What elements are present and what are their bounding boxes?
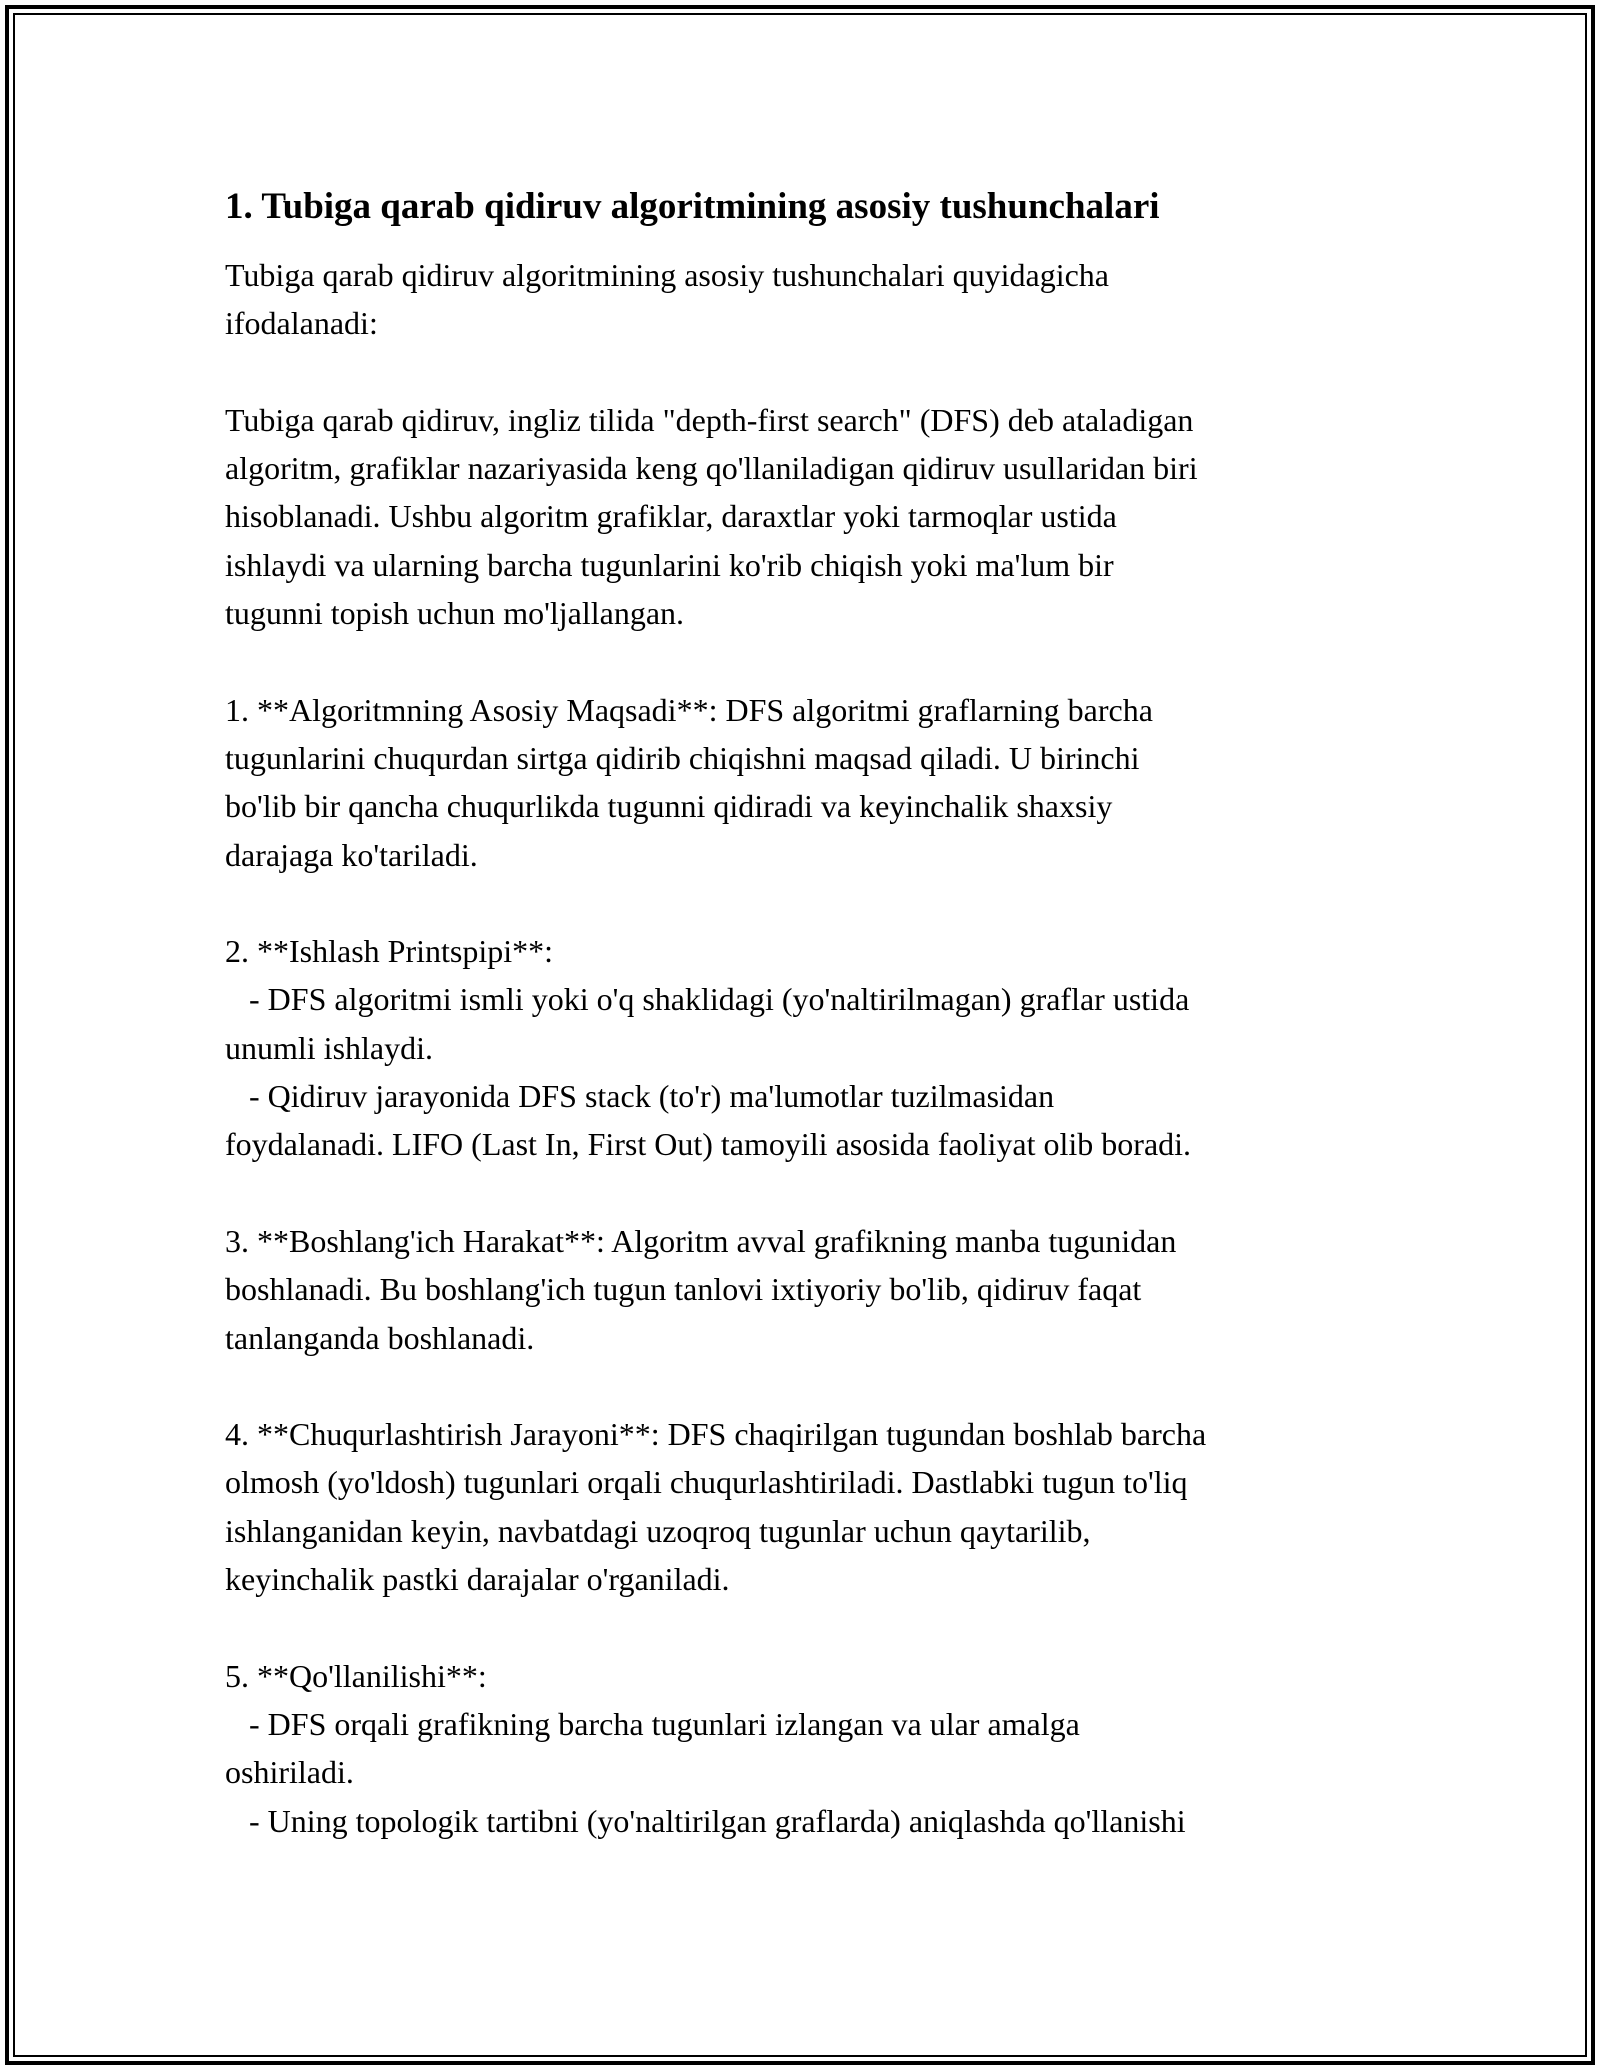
- text-lines: [225, 251, 1385, 1845]
- text-line: 3. **Boshlang'ich Harakat**: Algoritm avval grafikning manba tugunidan: [225, 1222, 1177, 1259]
- text-line: tanlanganda boshlanadi.: [225, 1319, 535, 1356]
- text-line: ishlaydi va ularning barcha tugunlarini ko'rib chiqish yoki ma'lum bir: [225, 546, 1114, 583]
- text-line: 5. **Qo'llanilishi**:: [225, 1657, 487, 1694]
- text-line: - DFS orqali grafikning barcha tugunlari izlangan va ular amalga: [225, 1705, 1080, 1742]
- text-line: oshiriladi.: [225, 1754, 354, 1791]
- document-body: [225, 183, 1385, 1845]
- text-line: tugunni topish uchun mo'ljallangan.: [225, 595, 685, 632]
- text-line: bo'lib bir qancha chuqurlikda tugunni qidiradi va keyinchalik shaxsiy: [225, 788, 1113, 825]
- blank-line: [225, 879, 1385, 927]
- text-line: 4. **Chuqurlashtirish Jarayoni**: DFS chaqirilgan tugundan boshlab barcha: [225, 1416, 1207, 1453]
- text-line: - Uning topologik tartibni (yo'naltirilgan graflarda) aniqlashda qo'llanishi: [225, 1802, 1186, 1839]
- text-line: 2. **Ishlash Printspipi**:: [225, 933, 554, 970]
- text-line: ishlanganidan keyin, navbatdagi uzoqroq tugunlar uchun qaytarilib,: [225, 1512, 1091, 1549]
- text-line: 1. **Algoritmning Asosiy Maqsadi**: DFS algoritmi graflarning barcha: [225, 691, 1153, 728]
- text-line: - Qidiruv jarayonida DFS stack (to'r) ma'lumotlar tuzilmasidan: [225, 1078, 1055, 1115]
- text-line: - DFS algoritmi ismli yoki o'q shaklidagi (yo'naltirilmagan) graflar ustida: [225, 981, 1190, 1018]
- text-line: foydalanadi. LIFO (Last In, First Out) tamoyili asosida faoliyat olib boradi.: [225, 1126, 1192, 1163]
- blank-line: [225, 1603, 1385, 1651]
- blank-line: [225, 1169, 1385, 1217]
- text-line: hisoblanadi. Ushbu algoritm grafiklar, daraxtlar yoki tarmoqlar ustida: [225, 498, 1117, 535]
- text-line: ifodalanadi:: [225, 305, 378, 342]
- page-title: 1. Tubiga qarab qidiruv algoritmining asosiy tushunchalari: [225, 186, 1160, 227]
- text-line: algoritm, grafiklar nazariyasida keng qo'llaniladigan qidiruv usullaridan biri: [225, 450, 1198, 487]
- text-line: darajaga ko'tariladi.: [225, 836, 478, 873]
- text-line: unumli ishlaydi.: [225, 1029, 433, 1066]
- text-line: tugunlarini chuqurdan sirtga qidirib chiqishni maqsad qiladi. U birinchi: [225, 739, 1140, 776]
- text-line: Tubiga qarab qidiruv, ingliz tilida "depth-first search" (DFS) deb ataladigan: [225, 401, 1194, 438]
- text-line: keyinchalik pastki darajalar o'rganiladi.: [225, 1561, 730, 1598]
- text-line: Tubiga qarab qidiruv algoritmining asosiy tushunchalari quyidagicha: [225, 257, 1109, 293]
- text-line: boshlanadi. Bu boshlang'ich tugun tanlovi ixtiyoriy bo'lib, qidiruv faqat: [225, 1271, 1142, 1308]
- blank-line: [225, 1362, 1385, 1410]
- blank-line: [225, 348, 1385, 396]
- text-line: olmosh (yo'ldosh) tugunlari orqali chuqurlashtiriladi. Dastlabki tugun to'liq: [225, 1464, 1188, 1501]
- blank-line: [225, 637, 1385, 685]
